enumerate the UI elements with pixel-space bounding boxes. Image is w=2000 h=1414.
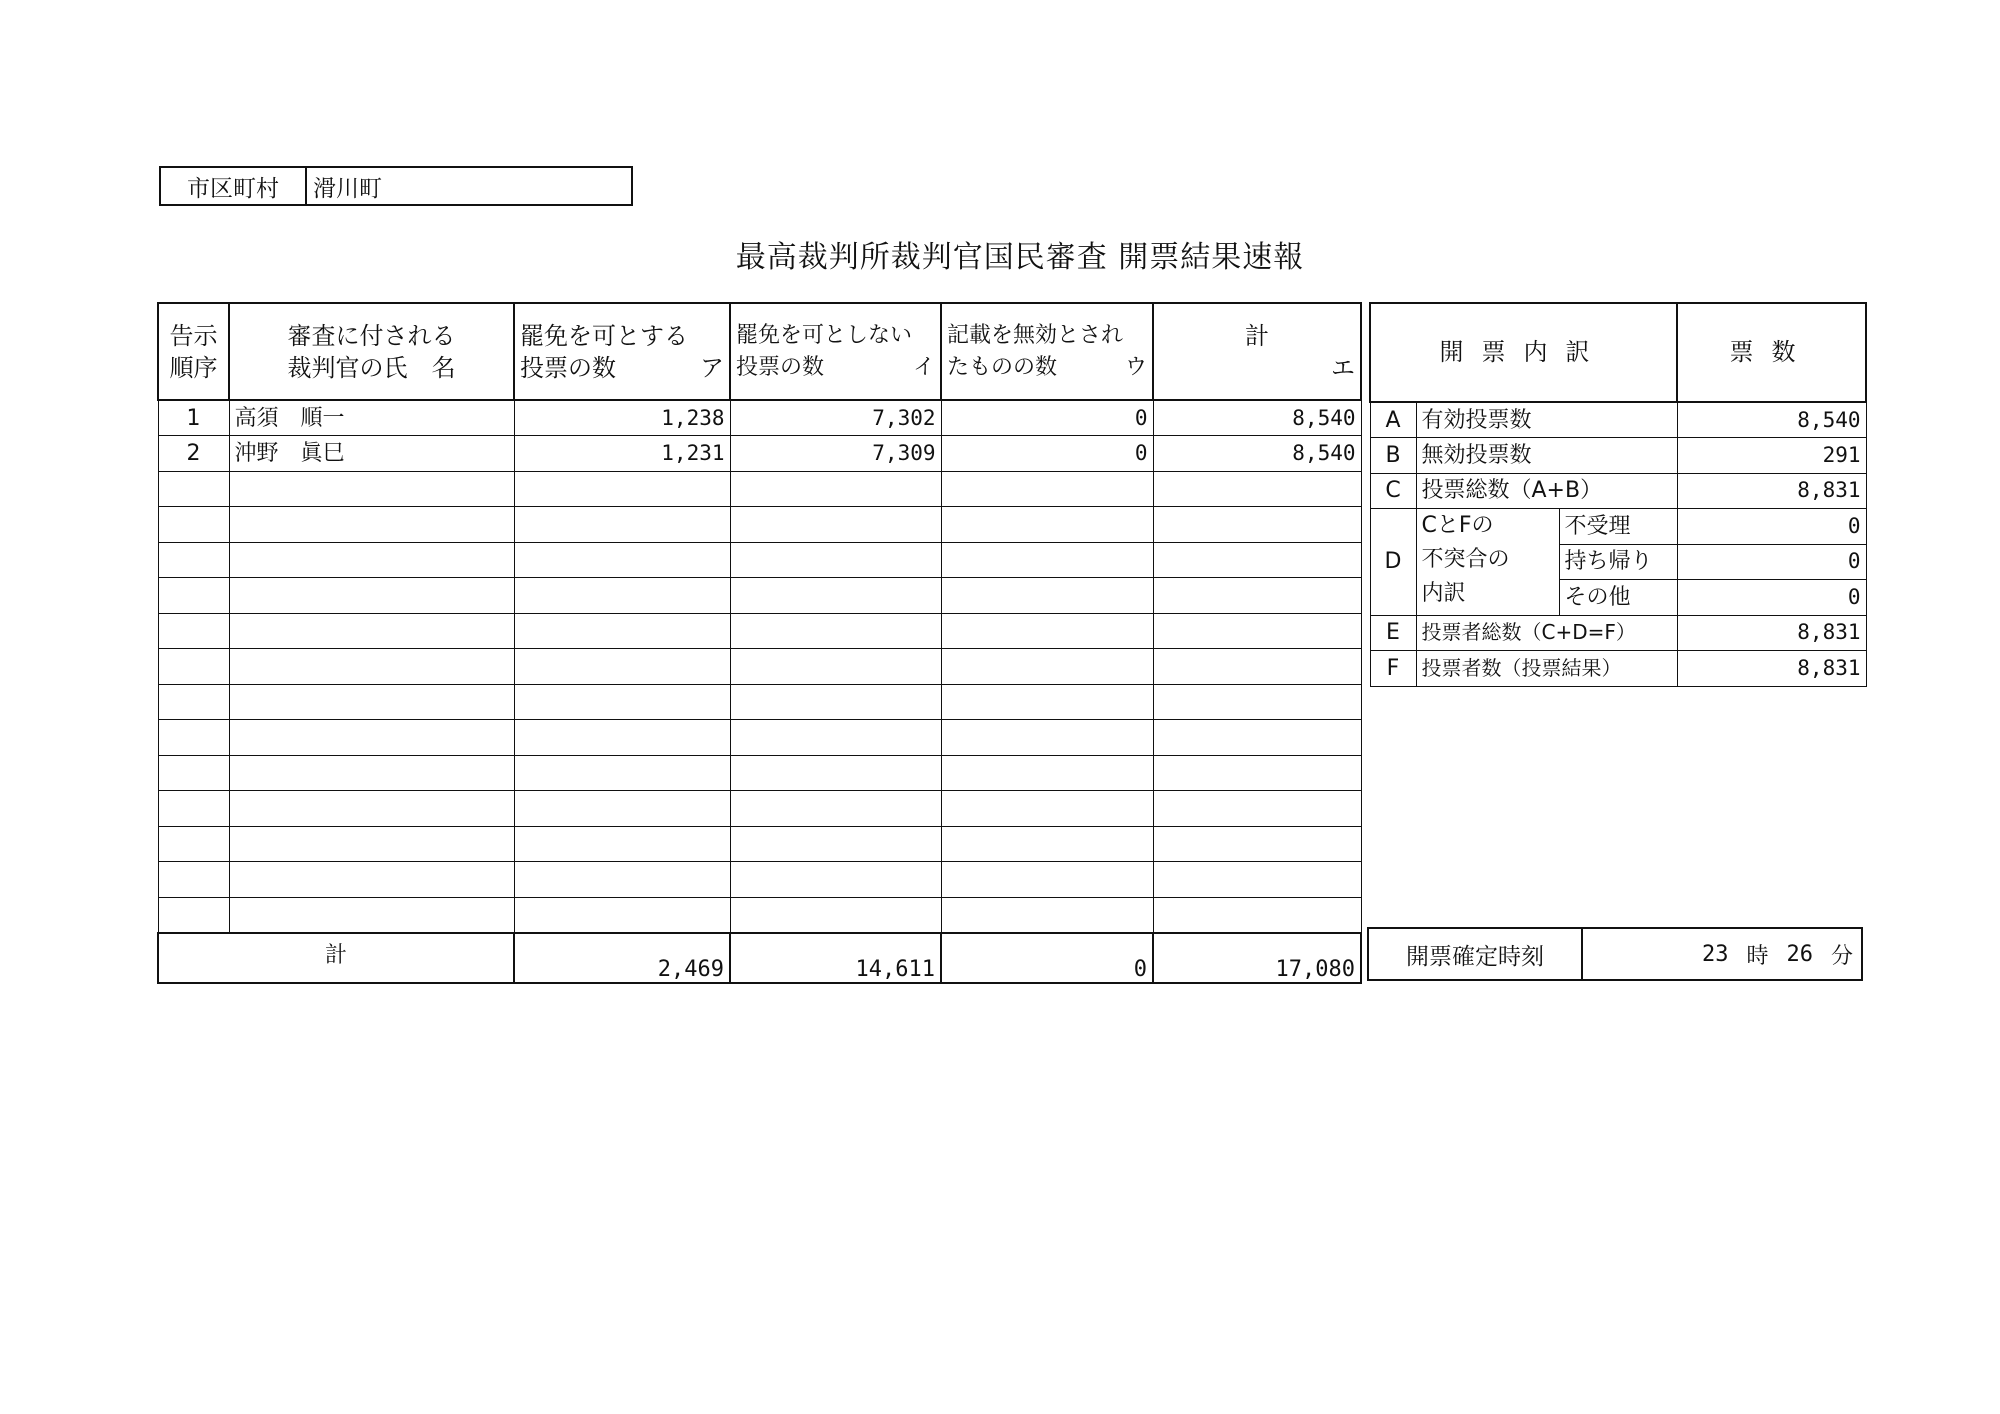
judge-row xyxy=(158,791,1361,827)
value-d-item2: 0 xyxy=(1677,544,1866,580)
value-d-item1: 0 xyxy=(1677,509,1866,545)
judge-dismiss-yes xyxy=(514,578,730,614)
header-invalid-mark: ウ xyxy=(1124,354,1147,380)
judge-invalid xyxy=(941,826,1153,862)
judge-row xyxy=(158,400,1361,436)
judge-row xyxy=(158,897,1361,933)
judge-dismiss-no xyxy=(730,578,941,614)
judge-order xyxy=(158,791,229,827)
municipality-box xyxy=(159,166,633,206)
judge-invalid xyxy=(941,755,1153,791)
judge-row xyxy=(158,542,1361,578)
header-order-line1: 告示 xyxy=(169,321,218,350)
judge-total: 8,540 xyxy=(1153,436,1361,472)
judge-dismiss-yes xyxy=(514,755,730,791)
judge-dismiss-no: 7,302 xyxy=(730,400,941,436)
judge-name xyxy=(229,755,514,791)
judge-order xyxy=(158,720,229,756)
breakdown-row-b xyxy=(1370,438,1866,474)
header-total-line1: 計 xyxy=(1245,321,1269,350)
header-order-line2: 順序 xyxy=(169,353,218,382)
header-name-line1: 審査に付される xyxy=(287,321,456,350)
judge-row xyxy=(158,471,1361,507)
value-a: 8,540 xyxy=(1677,402,1866,438)
breakdown-header-item: 開票内訳 xyxy=(1370,303,1677,402)
judge-dismiss-yes xyxy=(514,507,730,543)
breakdown-row-d1 xyxy=(1370,509,1866,545)
judge-name xyxy=(229,507,514,543)
header-yes-line2: 投票の数 xyxy=(520,353,616,382)
totals-label: 計 xyxy=(158,933,514,983)
value-f: 8,831 xyxy=(1677,651,1866,687)
judge-invalid xyxy=(941,578,1153,614)
results-header-row xyxy=(158,303,1361,400)
judge-dismiss-yes xyxy=(514,720,730,756)
header-invalid xyxy=(941,303,1153,400)
header-yes-mark: ア xyxy=(700,353,724,382)
judge-name xyxy=(229,791,514,827)
judge-order xyxy=(158,862,229,898)
judge-name xyxy=(229,542,514,578)
judge-name xyxy=(229,649,514,685)
judge-order xyxy=(158,897,229,933)
label-d xyxy=(1416,509,1559,616)
totals-no: 14,611 xyxy=(730,933,941,983)
header-order xyxy=(158,303,229,400)
judge-row xyxy=(158,684,1361,720)
header-invalid-line2: たものの数 xyxy=(947,354,1058,380)
judge-dismiss-yes: 1,231 xyxy=(514,436,730,472)
judge-order xyxy=(158,471,229,507)
judge-dismiss-no xyxy=(730,471,941,507)
confirmation-time-value xyxy=(1583,929,1861,979)
judge-dismiss-no xyxy=(730,613,941,649)
key-d: D xyxy=(1370,509,1416,616)
judge-invalid xyxy=(941,542,1153,578)
judge-name xyxy=(229,684,514,720)
judge-order xyxy=(158,542,229,578)
label-f: 投票者数（投票結果） xyxy=(1416,651,1677,687)
judge-total xyxy=(1153,791,1361,827)
header-no-mark: イ xyxy=(912,354,935,380)
judge-dismiss-no xyxy=(730,684,941,720)
value-e: 8,831 xyxy=(1677,615,1866,651)
header-dismiss-no xyxy=(730,303,941,400)
label-e: 投票者総数（C+D=F） xyxy=(1416,615,1677,651)
judge-invalid: 0 xyxy=(941,400,1153,436)
judge-dismiss-yes xyxy=(514,791,730,827)
judge-order xyxy=(158,826,229,862)
judge-row xyxy=(158,649,1361,685)
judge-dismiss-no: 7,309 xyxy=(730,436,941,472)
judge-order xyxy=(158,613,229,649)
judge-dismiss-yes xyxy=(514,542,730,578)
judge-dismiss-no xyxy=(730,507,941,543)
judge-order xyxy=(158,649,229,685)
judge-name: 沖野 眞巳 xyxy=(229,436,514,472)
label-d-item3: その他 xyxy=(1559,580,1677,616)
breakdown-table xyxy=(1369,302,1867,687)
judge-total xyxy=(1153,684,1361,720)
judge-name: 高須 順一 xyxy=(229,400,514,436)
header-no-line1: 罷免を可としない xyxy=(736,322,913,348)
judge-total xyxy=(1153,755,1361,791)
totals-yes: 2,469 xyxy=(514,933,730,983)
judge-dismiss-no xyxy=(730,542,941,578)
municipality-value: 滑川町 xyxy=(313,175,382,202)
header-name xyxy=(229,303,514,400)
judge-row xyxy=(158,720,1361,756)
totals-invalid: 0 xyxy=(941,933,1153,983)
judge-total: 8,540 xyxy=(1153,400,1361,436)
key-b: B xyxy=(1370,438,1416,474)
judge-dismiss-no xyxy=(730,649,941,685)
judge-name xyxy=(229,578,514,614)
label-a: 有効投票数 xyxy=(1416,402,1677,438)
judge-row xyxy=(158,826,1361,862)
judge-invalid xyxy=(941,720,1153,756)
judge-row xyxy=(158,578,1361,614)
judge-total xyxy=(1153,507,1361,543)
confirmation-time-label: 開票確定時刻 xyxy=(1369,929,1583,979)
label-d-line1: CとFの xyxy=(1421,513,1494,538)
judge-dismiss-yes xyxy=(514,897,730,933)
judge-total xyxy=(1153,471,1361,507)
judge-invalid xyxy=(941,897,1153,933)
key-c: C xyxy=(1370,473,1416,509)
judge-dismiss-no xyxy=(730,755,941,791)
breakdown-header-count: 票数 xyxy=(1677,303,1866,402)
label-b: 無効投票数 xyxy=(1416,438,1677,474)
judge-dismiss-no xyxy=(730,897,941,933)
header-no-line2: 投票の数 xyxy=(736,354,825,380)
breakdown-row-c xyxy=(1370,473,1866,509)
key-f: F xyxy=(1370,651,1416,687)
judge-name xyxy=(229,471,514,507)
judge-order: 1 xyxy=(158,400,229,436)
judge-total xyxy=(1153,542,1361,578)
judge-order xyxy=(158,578,229,614)
page-title: 最高裁判所裁判官国民審査 開票結果速報 xyxy=(735,240,1305,275)
label-d-line3: 内訳 xyxy=(1421,581,1466,606)
header-invalid-line1: 記載を無効とされ xyxy=(947,322,1124,348)
breakdown-row-a xyxy=(1370,402,1866,438)
confirmation-minute: 26 xyxy=(1786,941,1813,967)
breakdown-row-e xyxy=(1370,615,1866,651)
judge-name xyxy=(229,826,514,862)
confirmation-time-box xyxy=(1367,927,1863,981)
label-d-item2: 持ち帰り xyxy=(1559,544,1677,580)
judge-dismiss-no xyxy=(730,862,941,898)
key-a: A xyxy=(1370,402,1416,438)
key-e: E xyxy=(1370,615,1416,651)
judge-total xyxy=(1153,897,1361,933)
judge-dismiss-yes: 1,238 xyxy=(514,400,730,436)
confirmation-hour: 23 xyxy=(1701,941,1729,967)
header-total xyxy=(1153,303,1361,400)
judge-row xyxy=(158,862,1361,898)
judge-row xyxy=(158,613,1361,649)
value-c: 8,831 xyxy=(1677,473,1866,509)
judge-invalid xyxy=(941,791,1153,827)
judge-dismiss-yes xyxy=(514,862,730,898)
header-name-line2: 裁判官の氏 名 xyxy=(287,353,456,382)
judge-dismiss-yes xyxy=(514,471,730,507)
judge-invalid xyxy=(941,684,1153,720)
judge-name xyxy=(229,613,514,649)
judge-row xyxy=(158,507,1361,543)
judge-dismiss-yes xyxy=(514,684,730,720)
breakdown-row-f xyxy=(1370,651,1866,687)
judge-total xyxy=(1153,826,1361,862)
judge-dismiss-yes xyxy=(514,649,730,685)
judge-invalid xyxy=(941,507,1153,543)
totals-row xyxy=(158,933,1361,983)
header-total-mark: エ xyxy=(1331,353,1355,382)
label-c: 投票総数（A+B） xyxy=(1416,473,1677,509)
judge-name xyxy=(229,720,514,756)
municipality-label: 市区町村 xyxy=(161,168,307,204)
judge-name xyxy=(229,897,514,933)
header-dismiss-yes xyxy=(514,303,730,400)
judge-invalid xyxy=(941,471,1153,507)
judge-total xyxy=(1153,862,1361,898)
judge-invalid xyxy=(941,862,1153,898)
judge-invalid: 0 xyxy=(941,436,1153,472)
label-d-line2: 不突合の xyxy=(1421,547,1510,572)
judge-order: 2 xyxy=(158,436,229,472)
header-yes-line1: 罷免を可とする xyxy=(520,321,688,350)
totals-total: 17,080 xyxy=(1153,933,1361,983)
judge-total xyxy=(1153,578,1361,614)
judge-total xyxy=(1153,613,1361,649)
breakdown-header-row xyxy=(1370,303,1866,402)
label-d-item1: 不受理 xyxy=(1559,509,1677,545)
judge-dismiss-yes xyxy=(514,826,730,862)
judge-row xyxy=(158,436,1361,472)
judge-invalid xyxy=(941,613,1153,649)
value-b: 291 xyxy=(1677,438,1866,474)
judge-order xyxy=(158,755,229,791)
confirmation-minute-unit: 分 xyxy=(1830,943,1853,969)
confirmation-hour-unit: 時 xyxy=(1746,943,1769,969)
judge-dismiss-no xyxy=(730,826,941,862)
judge-order xyxy=(158,684,229,720)
judge-dismiss-yes xyxy=(514,613,730,649)
judge-dismiss-no xyxy=(730,720,941,756)
judge-order xyxy=(158,507,229,543)
value-d-item3: 0 xyxy=(1677,580,1866,616)
judge-invalid xyxy=(941,649,1153,685)
judge-total xyxy=(1153,649,1361,685)
judge-dismiss-no xyxy=(730,791,941,827)
judge-total xyxy=(1153,720,1361,756)
judge-name xyxy=(229,862,514,898)
results-table xyxy=(157,302,1362,984)
judge-row xyxy=(158,755,1361,791)
results-body xyxy=(158,400,1361,933)
